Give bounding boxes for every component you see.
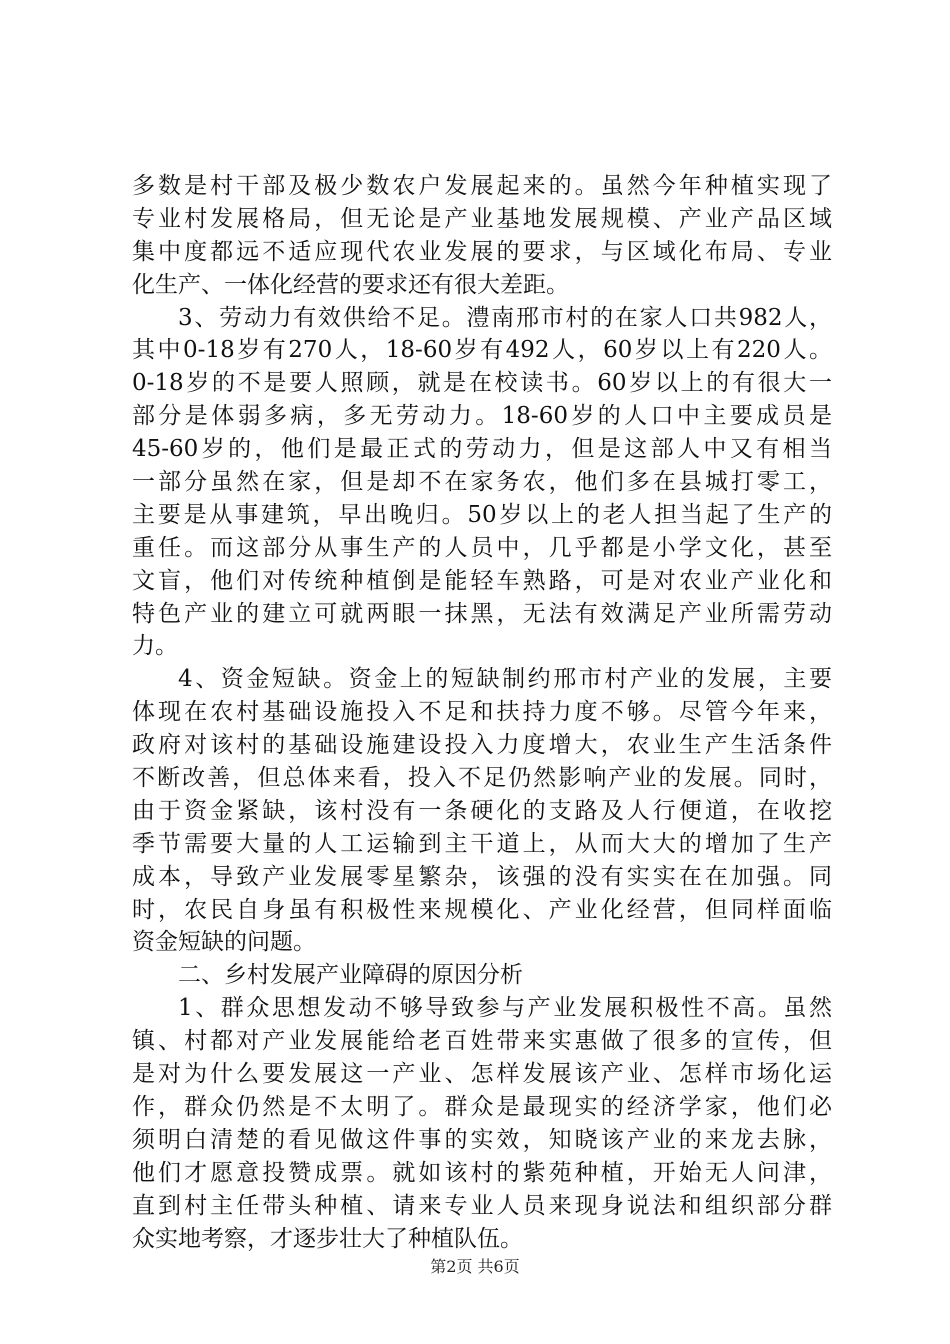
paragraph-heading-4: 4、资金短缺。资金上的短缺制约邢市村产业的发展，主要 — [178, 666, 832, 693]
text-line: 众实地考察，才逐步壮大了种植队伍。 — [132, 1225, 523, 1252]
text-line: 一部分虽然在家，但是却不在家务农，他们多在县城打零工， — [132, 469, 832, 496]
paragraph-heading-3: 3、劳动力有效供给不足。澧南邢市村的在家人口共982人， — [178, 304, 832, 331]
text-line: 时，农民自身虽有积极性来规模化、产业化经营，但同样面临 — [132, 896, 832, 923]
body-text — [132, 170, 832, 1255]
text-line: 特色产业的建立可就两眼一抹黑，无法有效满足产业所需劳动 — [132, 600, 832, 627]
text-line: 45-60岁的，他们是最正式的劳动力，但是这部人中又有相当 — [132, 436, 832, 463]
text-line: 成本，导致产业发展零星繁杂，该强的没有实实在在加强。同 — [132, 863, 832, 890]
text-line: 季节需要大量的人工运输到主干道上，从而大大的增加了生产 — [132, 830, 832, 857]
text-line: 集中度都远不适应现代农业发展的要求，与区域化布局、专业 — [132, 238, 832, 265]
text-line: 力。 — [132, 633, 178, 660]
text-line: 镇、村都对产业发展能给老百姓带来实惠做了很多的宣传，但 — [132, 1028, 832, 1055]
text-line: 重任。而这部分从事生产的人员中，几乎都是小学文化，甚至 — [132, 534, 832, 561]
text-line: 专业村发展格局，但无论是产业基地发展规模、产业产品区域 — [132, 205, 832, 232]
text-line: 化生产、一体化经营的要求还有很大差距。 — [132, 271, 569, 298]
text-line: 不断改善，但总体来看，投入不足仍然影响产业的发展。同时， — [132, 765, 832, 792]
text-line: 文盲，他们对传统种植倒是能轻车熟路，可是对农业产业化和 — [132, 567, 832, 594]
text-line: 体现在农村基础设施投入不足和扶持力度不够。尽管今年来， — [132, 699, 832, 726]
page-number-footer: 第2页 共6页 — [430, 1257, 520, 1276]
text-line: 多数是村干部及极少数农户发展起来的。虽然今年种植实现了 — [132, 173, 832, 199]
text-line: 作，群众仍然是不太明了。群众是最现实的经济学家，他们必 — [132, 1093, 832, 1120]
section-heading: 二、乡村发展产业障碍的原因分析 — [178, 962, 523, 989]
text-line: 是对为什么要发展这一产业、怎样发展该产业、怎样市场化运 — [132, 1061, 832, 1088]
text-line: 其中0-18岁有270人，18-60岁有492人，60岁以上有220人。 — [132, 337, 832, 364]
text-line: 0-18岁的不是要人照顾，就是在校读书。60岁以上的有很大一 — [132, 370, 832, 397]
text-line: 他们才愿意投赞成票。就如该村的紫苑种植，开始无人问津， — [132, 1159, 832, 1186]
paragraph-heading-1: 1、群众思想发动不够导致参与产业发展积极性不高。虽然 — [178, 995, 832, 1022]
text-line: 资金短缺的问题。 — [132, 929, 316, 956]
text-line: 政府对该村的基础设施建设投入力度增大，农业生产生活条件 — [132, 732, 832, 759]
text-line: 直到村主任带头种植、请来专业人员来现身说法和组织部分群 — [132, 1192, 832, 1219]
text-line: 须明白清楚的看见做这件事的实效，知晓该产业的来龙去脉， — [132, 1126, 832, 1153]
text-line: 由于资金紧缺，该村没有一条硬化的支路及人行便道，在收挖 — [132, 797, 832, 824]
text-line: 主要是从事建筑，早出晚归。50岁以上的老人担当起了生产的 — [132, 501, 832, 528]
text-line: 部分是体弱多病，多无劳动力。18-60岁的人口中主要成员是 — [132, 403, 832, 430]
